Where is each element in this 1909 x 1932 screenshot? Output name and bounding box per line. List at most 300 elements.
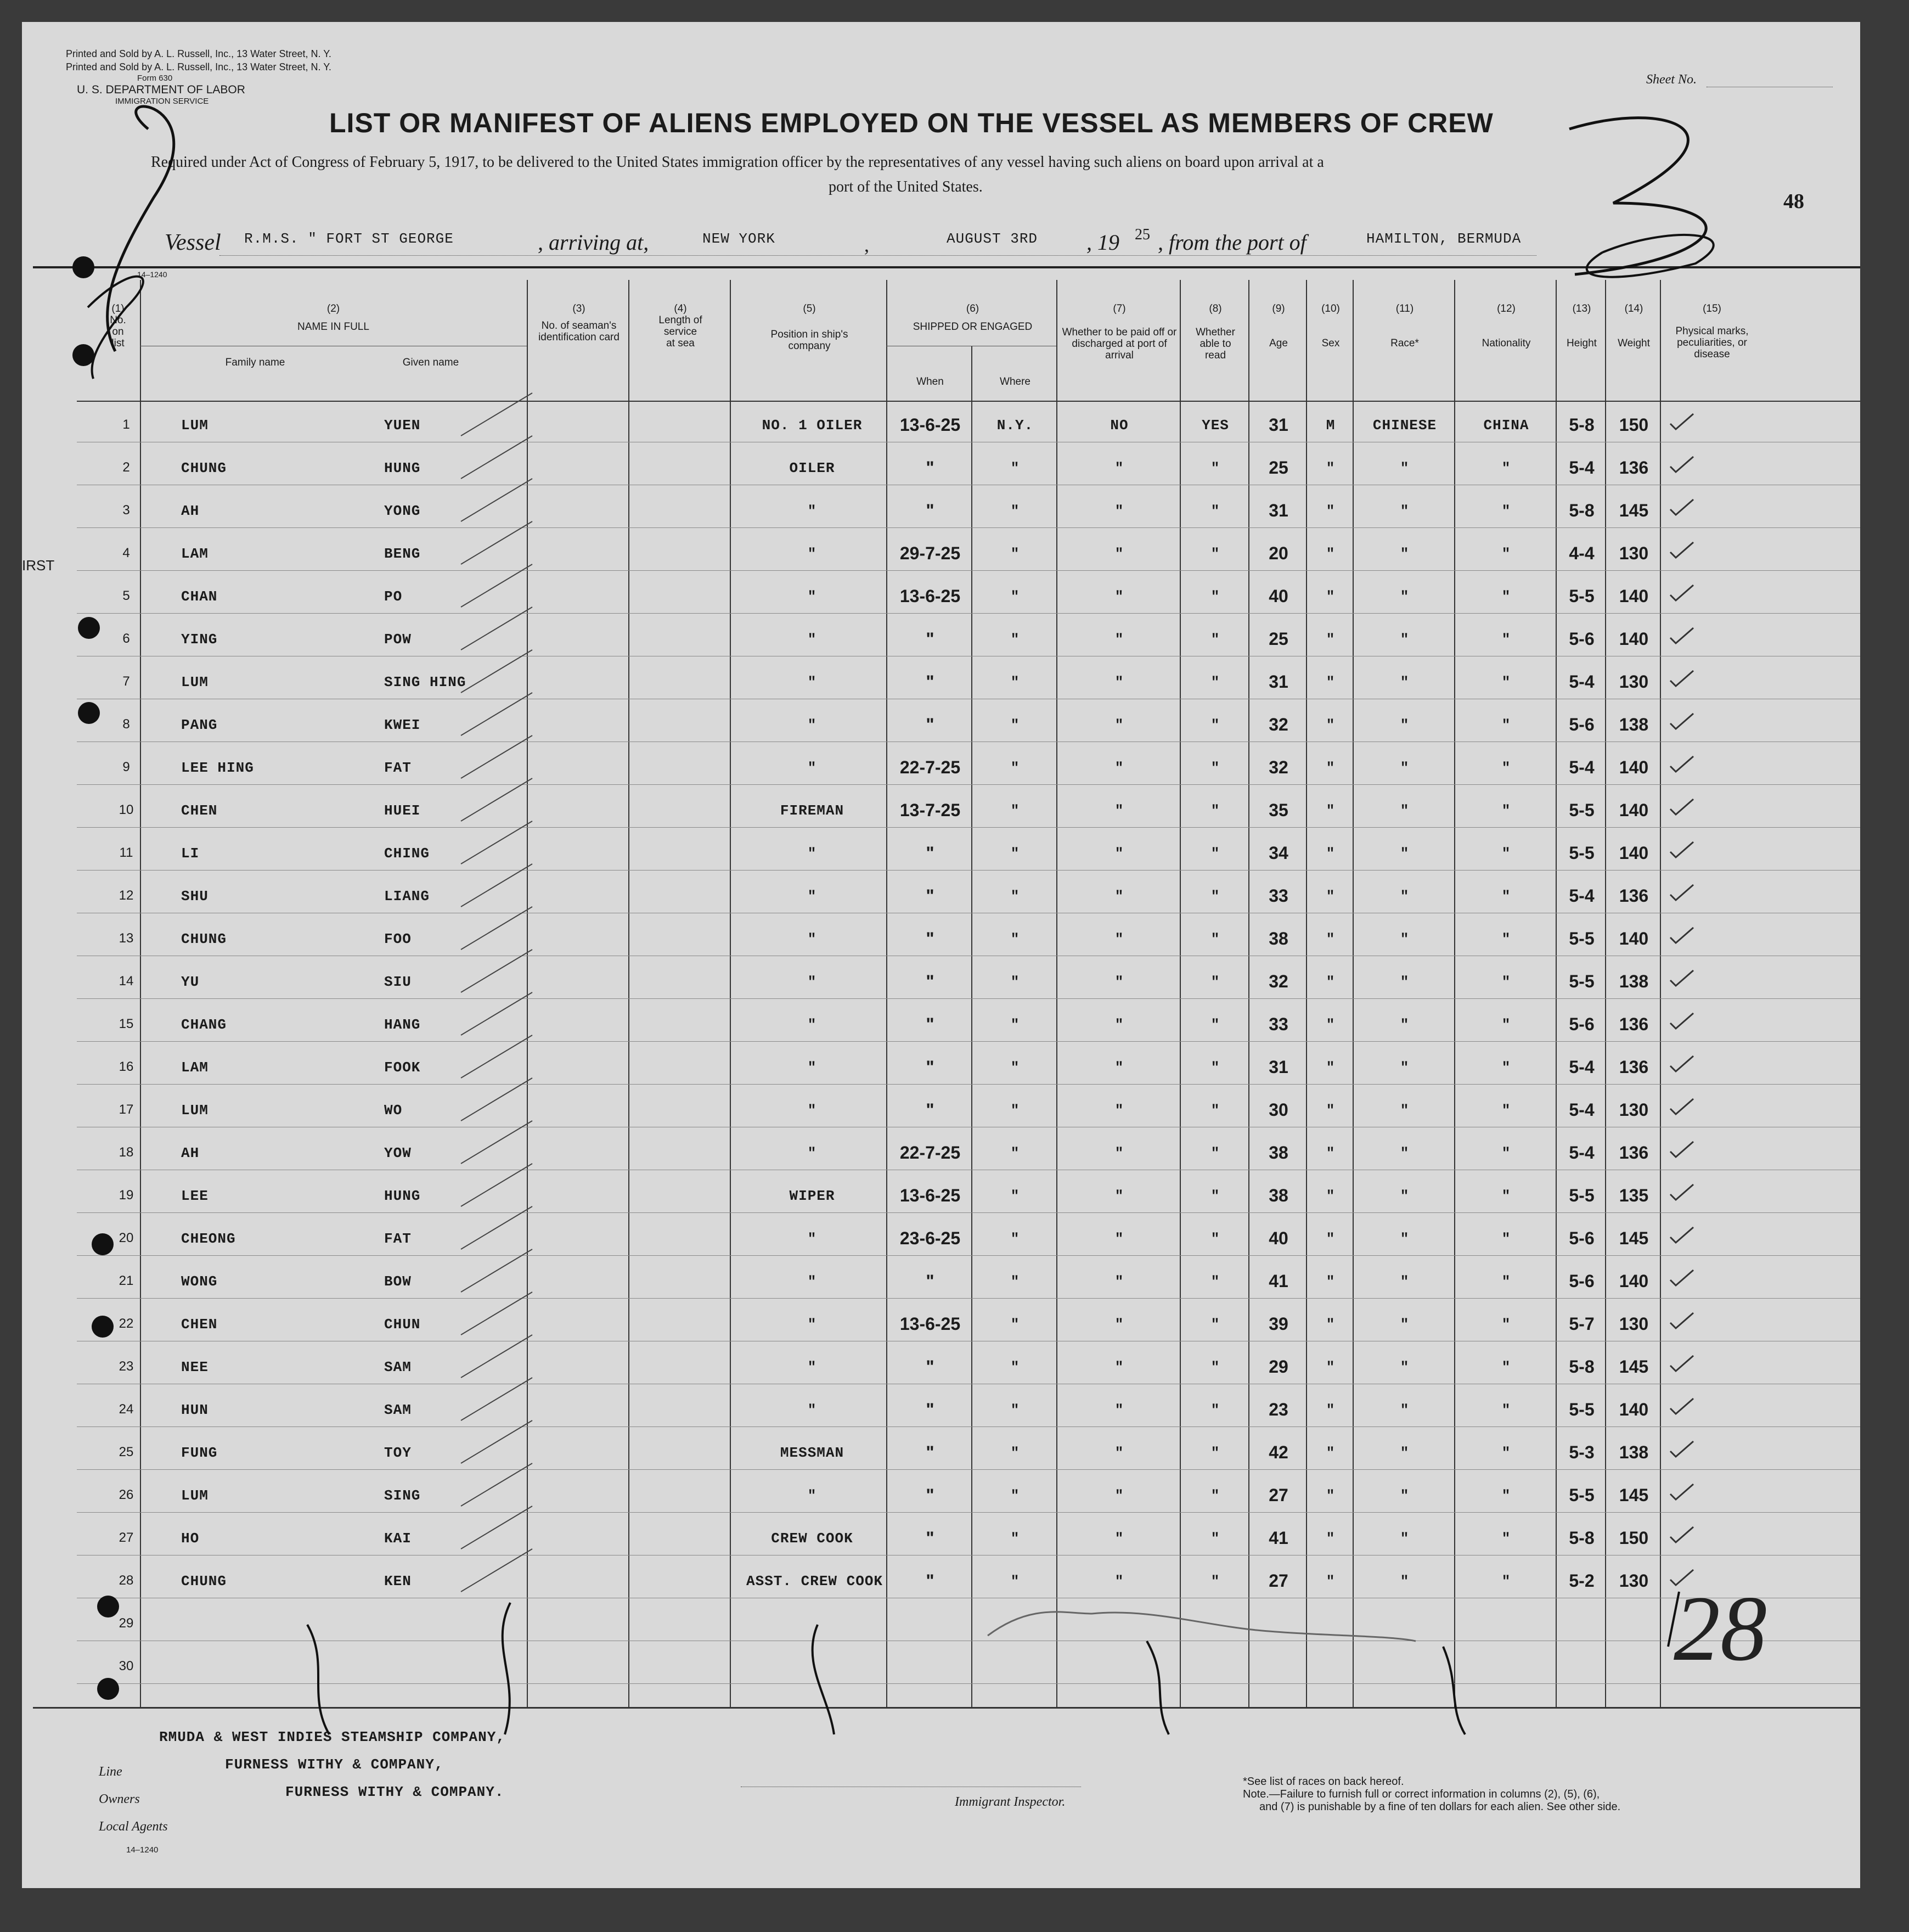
row-where: ": [1010, 888, 1020, 905]
row-race: ": [1400, 1059, 1410, 1076]
row-when: ": [926, 1400, 934, 1419]
row-paid: ": [1114, 1273, 1124, 1290]
row-given: FOO: [384, 931, 412, 947]
row-where: ": [1010, 460, 1020, 476]
row-given: HUNG: [384, 460, 421, 476]
row-position: ": [807, 1273, 817, 1290]
row-family: LUM: [181, 1487, 209, 1504]
row-paid: ": [1114, 1316, 1124, 1333]
row-height: 5-4: [1569, 1143, 1595, 1162]
col2-header: (2) NAME IN FULL: [297, 303, 369, 333]
row-sex: ": [1326, 1573, 1336, 1590]
row-position: ": [807, 1102, 817, 1119]
row-height: 5-8: [1569, 1357, 1595, 1377]
row-age: 31: [1269, 415, 1288, 435]
printer-line-1: Printed and Sold by A. L. Russell, Inc., 13 Water Street, N. Y.: [66, 48, 331, 59]
row-when: ": [926, 1100, 934, 1120]
row-family: CHUNG: [181, 460, 227, 476]
when-header: When: [916, 376, 944, 387]
row-given: POW: [384, 631, 412, 648]
margin-note: IRST: [22, 557, 55, 574]
row-where: ": [1010, 1359, 1020, 1375]
row-race: ": [1400, 674, 1410, 690]
row-weight: 150: [1619, 1528, 1649, 1548]
row-family: YING: [181, 631, 218, 648]
row-height: 5-6: [1569, 1228, 1595, 1248]
row-age: 29: [1269, 1357, 1288, 1377]
row-height: 5-5: [1569, 1485, 1595, 1505]
row-given: TOY: [384, 1445, 412, 1461]
row-where: ": [1010, 845, 1020, 862]
row-no: 23: [119, 1359, 134, 1374]
row-no: 21: [119, 1273, 134, 1288]
row-age: 39: [1269, 1314, 1288, 1334]
col11-header: (11) Race*: [1390, 303, 1419, 349]
row-paid: ": [1114, 631, 1124, 648]
row-race: ": [1400, 460, 1410, 476]
row-given: FAT: [384, 1231, 412, 1247]
row-paid: ": [1114, 1573, 1124, 1590]
row-given: YOW: [384, 1145, 412, 1161]
row-age: 38: [1269, 1143, 1288, 1162]
large-2-scribble: [108, 106, 174, 351]
given-name-header: Given name: [402, 357, 459, 368]
row-nationality: ": [1501, 1359, 1511, 1375]
row-paid: ": [1114, 1102, 1124, 1119]
row-paid: ": [1114, 588, 1124, 605]
note-line-1: Note.—Failure to furnish full or correct information in columns (2), (5), (6),: [1243, 1788, 1600, 1800]
row-when: ": [926, 1528, 934, 1548]
row-height: 5-4: [1569, 458, 1595, 478]
row-weight: 140: [1619, 629, 1649, 649]
row-position: ": [807, 760, 817, 776]
row-race: ": [1400, 1573, 1410, 1590]
row-family: CHAN: [181, 588, 218, 605]
row-weight: 130: [1619, 1571, 1649, 1591]
row-family: LI: [181, 845, 200, 862]
row-race: ": [1400, 802, 1410, 819]
row-when: ": [926, 886, 934, 906]
row-read: ": [1210, 460, 1220, 476]
row-nationality: ": [1501, 1573, 1511, 1590]
row-paid: NO: [1110, 417, 1129, 434]
row-nationality: ": [1501, 760, 1511, 776]
row-read: ": [1210, 546, 1220, 562]
row-given: KWEI: [384, 717, 421, 733]
page-title: LIST OR MANIFEST OF ALIENS EMPLOYED ON THE VESSEL AS MEMBERS OF CREW: [329, 108, 1494, 138]
row-sex: ": [1326, 674, 1336, 690]
row-age: 20: [1269, 543, 1288, 563]
row-nationality: ": [1501, 674, 1511, 690]
row-weight: 136: [1619, 886, 1649, 906]
row-paid: ": [1114, 974, 1124, 990]
row-sex: ": [1326, 1487, 1336, 1504]
row-age: 27: [1269, 1571, 1288, 1591]
row-sex: M: [1326, 417, 1336, 434]
row-position: ": [807, 588, 817, 605]
row-weight: 150: [1619, 415, 1649, 435]
row-family: HO: [181, 1530, 200, 1547]
row-no: 4: [122, 546, 130, 560]
row-when: 23-6-25: [899, 1228, 961, 1248]
bracket-mark: [1443, 1647, 1465, 1734]
row-given: YUEN: [384, 417, 421, 434]
row-given: HUNG: [384, 1188, 421, 1204]
row-no: 2: [122, 460, 130, 475]
row-position: CREW COOK: [771, 1530, 853, 1547]
row-position: ": [807, 845, 817, 862]
row-given: HUEI: [384, 802, 421, 819]
row-paid: ": [1114, 1231, 1124, 1247]
row-race: ": [1400, 760, 1410, 776]
row-no: 9: [122, 760, 130, 774]
row-height: 5-2: [1569, 1571, 1595, 1591]
agents-value: FURNESS WITHY & COMPANY.: [285, 1784, 504, 1800]
row-race: ": [1400, 1273, 1410, 1290]
col3-header: (3) No. of seaman's identification card: [538, 303, 620, 343]
inspector-signature: [988, 1612, 1416, 1641]
row-height: 5-8: [1569, 1528, 1595, 1548]
row-where: ": [1010, 1059, 1020, 1076]
row-sex: ": [1326, 888, 1336, 905]
col12-header: (12) Nationality: [1482, 303, 1531, 349]
row-nationality: ": [1501, 931, 1511, 947]
row-no: 30: [119, 1659, 134, 1673]
row-position: WIPER: [789, 1188, 835, 1204]
row-given: BENG: [384, 546, 421, 562]
races-note: *See list of races on back hereof.: [1243, 1776, 1404, 1788]
row-position: ": [807, 674, 817, 690]
row-given: KEN: [384, 1573, 412, 1590]
row-paid: ": [1114, 1188, 1124, 1204]
row-paid: ": [1114, 1402, 1124, 1418]
row-where: ": [1010, 1016, 1020, 1033]
row-nationality: ": [1501, 1231, 1511, 1247]
row-sex: ": [1326, 546, 1336, 562]
row-paid: ": [1114, 503, 1124, 519]
page-number: 48: [1783, 190, 1804, 213]
row-position: ": [807, 1359, 817, 1375]
row-read: ": [1210, 1059, 1220, 1076]
row-race: ": [1400, 1102, 1410, 1119]
row-read: ": [1210, 1273, 1220, 1290]
row-paid: ": [1114, 546, 1124, 562]
row-when: ": [926, 715, 934, 734]
row-no: 12: [119, 888, 134, 903]
row-age: 35: [1269, 800, 1288, 820]
row-given: YONG: [384, 503, 421, 519]
row-family: AH: [181, 503, 200, 519]
row-paid: ": [1114, 460, 1124, 476]
row-no: 1: [122, 417, 130, 432]
row-age: 38: [1269, 1186, 1288, 1205]
row-paid: ": [1114, 674, 1124, 690]
row-position: ": [807, 1016, 817, 1033]
row-weight: 140: [1619, 929, 1649, 948]
row-nationality: ": [1501, 546, 1511, 562]
row-given: BOW: [384, 1273, 412, 1290]
row-height: 5-5: [1569, 586, 1595, 606]
row-age: 25: [1269, 629, 1288, 649]
row-no: 11: [119, 845, 133, 860]
row-nationality: ": [1501, 1145, 1511, 1161]
row-no: 26: [119, 1487, 134, 1502]
row-position: FIREMAN: [780, 802, 844, 819]
row-paid: ": [1114, 1059, 1124, 1076]
row-height: 5-6: [1569, 1271, 1595, 1291]
col6-header: (6) SHIPPED OR ENGAGED: [913, 303, 1033, 333]
row-no: 24: [119, 1402, 134, 1417]
row-weight: 140: [1619, 757, 1649, 777]
row-race: ": [1400, 503, 1410, 519]
row-race: ": [1400, 631, 1410, 648]
row-read: ": [1210, 588, 1220, 605]
row-age: 23: [1269, 1400, 1288, 1419]
row-where: ": [1010, 1145, 1020, 1161]
col4-header: (4) Length of service at sea: [658, 303, 702, 349]
row-age: 32: [1269, 715, 1288, 734]
row-read: ": [1210, 1016, 1220, 1033]
row-family: FUNG: [181, 1445, 218, 1461]
row-read: ": [1210, 503, 1220, 519]
row-read: ": [1210, 1188, 1220, 1204]
row-position: ": [807, 1231, 817, 1247]
row-when: ": [926, 1057, 934, 1077]
row-height: 5-5: [1569, 1400, 1595, 1419]
arriving-label: , arriving at,: [538, 230, 649, 255]
row-height: 5-7: [1569, 1314, 1595, 1334]
row-no: 10: [119, 802, 134, 817]
row-given: CHING: [384, 845, 430, 862]
row-when: ": [926, 1442, 934, 1462]
local-agents-label: Local Agents: [99, 1819, 168, 1834]
row-weight: 140: [1619, 800, 1649, 820]
row-read: YES: [1202, 417, 1229, 434]
row-race: ": [1400, 931, 1410, 947]
manifest-sheet: [22, 22, 1860, 1888]
row-weight: 136: [1619, 1143, 1649, 1162]
row-height: 5-5: [1569, 971, 1595, 991]
col10-header: (10) Sex: [1321, 303, 1340, 349]
row-height: 5-4: [1569, 1057, 1595, 1077]
row-read: ": [1210, 674, 1220, 690]
row-age: 40: [1269, 1228, 1288, 1248]
col15-header: (15) Physical marks, peculiarities, or disease: [1675, 303, 1749, 360]
printer-line-2: Printed and Sold by A. L. Russell, Inc., 13 Water Street, N. Y.: [66, 61, 331, 72]
row-height: 5-4: [1569, 1100, 1595, 1120]
row-no: 5: [122, 588, 130, 603]
row-sex: ": [1326, 1359, 1336, 1375]
row-height: 5-6: [1569, 629, 1595, 649]
row-when: ": [926, 971, 934, 991]
row-nationality: ": [1501, 1059, 1511, 1076]
row-no: 3: [122, 503, 130, 518]
row-position: OILER: [789, 460, 835, 476]
row-where: ": [1010, 1102, 1020, 1119]
row-height: 5-5: [1569, 800, 1595, 820]
row-height: 5-6: [1569, 715, 1595, 734]
row-race: ": [1400, 1402, 1410, 1418]
row-family: LAM: [181, 546, 209, 562]
row-family: SHU: [181, 888, 209, 905]
row-height: 5-5: [1569, 929, 1595, 948]
row-sex: ": [1326, 588, 1336, 605]
row-weight: 140: [1619, 586, 1649, 606]
row-when: 13-6-25: [899, 586, 961, 606]
row-when: 22-7-25: [899, 1143, 961, 1162]
punch-hole: [72, 344, 94, 366]
line-label: Line: [99, 1765, 122, 1779]
row-position: ": [807, 1487, 817, 1504]
bracket-mark: [503, 1603, 510, 1734]
row-paid: ": [1114, 1359, 1124, 1375]
row-nationality: ": [1501, 588, 1511, 605]
row-height: 5-8: [1569, 501, 1595, 520]
bracket-mark: [307, 1625, 329, 1734]
row-where: N.Y.: [996, 417, 1034, 434]
punch-hole: [92, 1316, 114, 1338]
row-nationality: ": [1501, 503, 1511, 519]
row-sex: ": [1326, 802, 1336, 819]
row-weight: 138: [1619, 715, 1649, 734]
row-family: LUM: [181, 1102, 209, 1119]
row-family: LUM: [181, 674, 209, 690]
row-weight: 145: [1619, 501, 1649, 520]
row-height: 5-4: [1569, 757, 1595, 777]
row-height: 5-3: [1569, 1442, 1595, 1462]
line-value: RMUDA & WEST INDIES STEAMSHIP COMPANY,: [159, 1729, 505, 1745]
col14-header: (14) Weight: [1618, 303, 1650, 349]
row-nationality: ": [1501, 631, 1511, 648]
row-race: ": [1400, 1359, 1410, 1375]
row-read: ": [1210, 1102, 1220, 1119]
row-read: ": [1210, 1145, 1220, 1161]
row-read: ": [1210, 1445, 1220, 1461]
row-when: ": [926, 629, 934, 649]
row-read: ": [1210, 1530, 1220, 1547]
row-sex: ": [1326, 1188, 1336, 1204]
row-position: ": [807, 1059, 817, 1076]
row-weight: 135: [1619, 1186, 1649, 1205]
row-given: SIU: [384, 974, 412, 990]
row-sex: ": [1326, 1530, 1336, 1547]
row-nationality: ": [1501, 717, 1511, 733]
row-age: 42: [1269, 1442, 1288, 1462]
row-read: ": [1210, 631, 1220, 648]
row-race: ": [1400, 1016, 1410, 1033]
where-header: Where: [1000, 376, 1030, 387]
row-family: CHANG: [181, 1016, 227, 1033]
row-sex: ": [1326, 931, 1336, 947]
row-no: 7: [122, 674, 130, 689]
row-family: LUM: [181, 417, 209, 434]
row-no: 8: [122, 717, 130, 732]
row-family: LEE HING: [181, 760, 254, 776]
row-family: PANG: [181, 717, 218, 733]
row-read: ": [1210, 845, 1220, 862]
handwriting-overlay: [22, 22, 1860, 1888]
year-prefix: , 19: [1086, 230, 1119, 255]
row-age: 32: [1269, 971, 1288, 991]
row-weight: 130: [1619, 672, 1649, 692]
row-no: 13: [119, 931, 134, 946]
owners-value: FURNESS WITHY & COMPANY,: [225, 1756, 444, 1773]
large-3-scribble: [1569, 118, 1706, 274]
row-sex: ": [1326, 1445, 1336, 1461]
row-nationality: ": [1501, 1530, 1511, 1547]
row-read: ": [1210, 717, 1220, 733]
col1-header: (1) No. on list: [110, 303, 126, 349]
row-weight: 136: [1619, 458, 1649, 478]
row-height: 5-5: [1569, 1186, 1595, 1205]
row-age: 41: [1269, 1528, 1288, 1548]
row-paid: ": [1114, 845, 1124, 862]
row-where: ": [1010, 760, 1020, 776]
row-given: SAM: [384, 1359, 412, 1375]
row-read: ": [1210, 802, 1220, 819]
row-family: CHEONG: [181, 1231, 236, 1247]
row-nationality: ": [1501, 845, 1511, 862]
from-port-label: , from the port of: [1158, 230, 1307, 255]
row-no: 22: [119, 1316, 134, 1331]
row-read: ": [1210, 974, 1220, 990]
row-nationality: ": [1501, 460, 1511, 476]
sheet-no-label: Sheet No.: [1646, 72, 1697, 87]
row-where: ": [1010, 631, 1020, 648]
row-no: 27: [119, 1530, 134, 1545]
row-age: 32: [1269, 757, 1288, 777]
row-race: ": [1400, 1445, 1410, 1461]
row-when: ": [926, 1571, 934, 1591]
col9-header: (9) Age: [1269, 303, 1288, 349]
row-race: ": [1400, 974, 1410, 990]
row-position: ": [807, 631, 817, 648]
row-sex: ": [1326, 1273, 1336, 1290]
row-height: 5-5: [1569, 843, 1595, 863]
row-family: CHUNG: [181, 931, 227, 947]
row-height: 4-4: [1569, 543, 1595, 563]
row-nationality: ": [1501, 888, 1511, 905]
row-sex: ": [1326, 760, 1336, 776]
row-where: ": [1010, 1231, 1020, 1247]
row-given: WO: [384, 1102, 403, 1119]
row-where: ": [1010, 1188, 1020, 1204]
col13-header: (13) Height: [1567, 303, 1597, 349]
row-paid: ": [1114, 802, 1124, 819]
row-position: ": [807, 503, 817, 519]
row-paid: ": [1114, 717, 1124, 733]
owners-label: Owners: [99, 1792, 140, 1806]
row-age: 31: [1269, 672, 1288, 692]
row-position: ": [807, 717, 817, 733]
row-when: 22-7-25: [899, 757, 961, 777]
row-given: HANG: [384, 1016, 421, 1033]
row-where: ": [1010, 717, 1020, 733]
row-paid: ": [1114, 1530, 1124, 1547]
row-no: 17: [119, 1102, 134, 1117]
row-family: AH: [181, 1145, 200, 1161]
row-when: 13-6-25: [899, 1186, 961, 1205]
row-read: ": [1210, 888, 1220, 905]
row-given: FOOK: [384, 1059, 421, 1076]
row-age: 27: [1269, 1485, 1288, 1505]
row-where: ": [1010, 1445, 1020, 1461]
row-when: 13-6-25: [899, 1314, 961, 1334]
row-age: 31: [1269, 1057, 1288, 1077]
row-nationality: ": [1501, 1445, 1511, 1461]
row-position: ": [807, 1145, 817, 1161]
row-sex: ": [1326, 974, 1336, 990]
